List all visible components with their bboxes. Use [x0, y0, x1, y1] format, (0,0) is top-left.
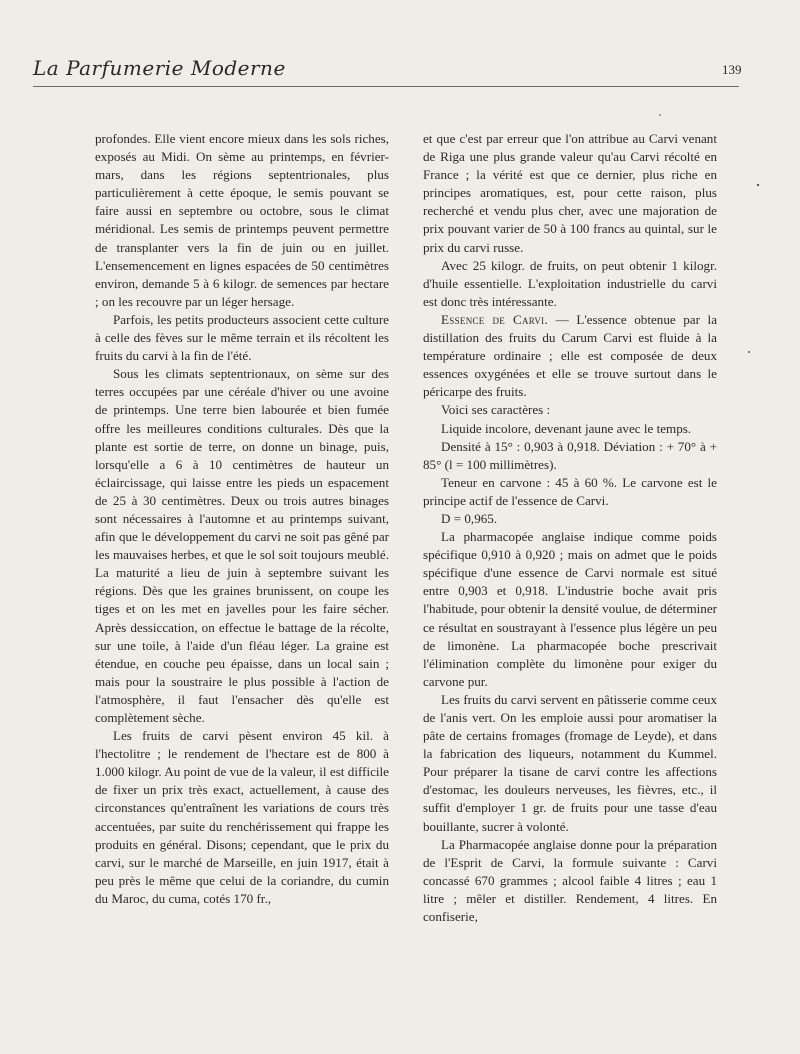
section-heading: Essence de Carvi.: [441, 311, 549, 327]
speck: [757, 184, 759, 186]
page-number: 139: [722, 62, 742, 77]
paragraph: Sous les climats septentrionaux, on sème sur des terres occupées par une céréale d'hiver ou une avoine de printemps. Une terre bien labourée et bien fumée offre les meilleures conditions culturales. Dès que la plante est sortie de terre, on donne un binage, puis, lorsqu'elle a 6 à 10 centimètres de hauteur un éclaircissage, qui laisse entre les pieds un espacement de 25 à 30 centimètres. Deux ou trois autres binages sont nécessaires à l'automne et au printemps suivant, afin que le développement du carvi ne soit pas gêné par les mauvaises herbes, et que le sol soit toujours meublé. La maturité a lieu de juin à septembre suivant les régions. Dès que les graines brunissent, on coupe les tiges et on les met en javelles pour les faire sécher. Après dessiccation, on effectue le battage de la récolte, sur une toile, à l'aide d'un fléau léger. La graine est étendue, en couche peu épaisse, dans un local sain ; mais pour la soustraire le plus possible à l'action de l'atmosphère, il faut l'ensacher dès qu'elle est complètement sèche.: [95, 366, 389, 725]
paragraph: Parfois, les petits producteurs associent cette culture à celle des fèves sur le même terrain et ils récoltent les fruits du carvi à la fin de l'été.: [95, 311, 389, 364]
paragraph: Les fruits de carvi pèsent environ 45 kil. à l'hectolitre ; le rendement de l'hectare est de 800 à 1.000 kilogr. Au point de vue de la valeur, il est difficile de fixer un prix très exact, actuellement, à cause des circonstances qu'entraînent les variations de cours très accentuées, par suite du renchérissement qui frappe les produits en général. Disons; cependant, que le prix du carvi, sur le marché de Marseille, en juin 1917, était à peu près le même que celui de la coriandre, du cumin du Maroc, du cuma, cotés 170 fr.,: [95, 728, 389, 906]
paragraph: Densité à 15° : 0,903 à 0,918. Déviation : + 70° à + 85° (l = 100 millimètres).: [423, 438, 717, 472]
paragraph: Les fruits du carvi servent en pâtisserie comme ceux de l'anis vert. On les emploie aussi pour aromatiser la pâte de certains fromages (fromage de Leyde), et dans la fabrication des liqueurs, notamment du Kummel. Pour préparer la tisane de carvi contre les affections d'estomac, les douleurs nerveuses, les fièvres, etc., il suffit d'employer 1 gr. de fruits pour une tasse d'eau bouillante, sucrer à volonté.: [423, 691, 717, 834]
paragraph: La pharmacopée anglaise indique comme poids spécifique 0,910 à 0,920 ; mais on admet que le poids spécifique d'une essence de Carvi normale est situé entre 0,903 et 0,918. L'industrie boche avait pris l'habitude, pour obtenir la densité voulue, de déterminer ce résultat en soustrayant à l'essence plus légère un peu de limonène. La pharmacopée boche prescrivait l'élimination complète du limonène pour exiger du carvone pur.: [423, 529, 717, 689]
paragraph: D = 0,965.: [441, 510, 498, 526]
paragraph: et que c'est par erreur que l'on attribue au Carvi venant de Riga une plus grande valeur qu'au Carvi récolté en France ; la vérité est que ce dernier, plus riche en principes aromatiques, est, pour cette raison, plus recherché et vendu plus cher, avec une majoration de prix pouvant varier de 50 à 100 francs au quintal, sur le prix du carvi russe.: [423, 131, 717, 255]
paragraph: profondes. Elle vient encore mieux dans les sols riches, exposés au Midi. On sème au printemps, en février-mars, dans les régions septentrionales, plus particulièrement à cette époque, le semis pouvant se faire aussi en septembre ou octobre, sous le climat méridional. Les semis de printemps peuvent permettre de transplanter vers la fin de juin ou en juillet. L'ensemencement en lignes espacées de 50 centimètres environ, demande 5 à 6 kilogr. de semences par hectare ; on les recouvre par un léger hersage.: [95, 131, 389, 309]
paragraph: Teneur en carvone : 45 à 60 %. Le carvone est le principe actif de l'essence de Carvi.: [423, 474, 717, 508]
paragraph: Avec 25 kilogr. de fruits, on peut obtenir 1 kilogr. d'huile essentielle. L'exploitation industrielle du carvi est donc très intéressante.: [423, 257, 717, 309]
journal-title: La Parfumerie Moderne: [33, 56, 286, 80]
paragraph: Voici ses caractères :: [441, 402, 551, 418]
paragraph-text: — L'essence obtenue par la distillation des fruits du Carum Carvi est fluide à la température ordinaire ; elle est composée de deux essences oxygénées et elle se trouve surtout dans le péricarpe des fruits.: [423, 311, 718, 400]
paragraph: La Pharmacopée anglaise donne pour la préparation de l'Esprit de Carvi, la formule suivante : Carvi concassé 670 grammes ; alcool faible 4 litres ; eau 1 litre ; mêler et distiller. Rendement, 4 litres. En confiserie,: [423, 836, 717, 925]
speck: [748, 351, 750, 353]
speck: [659, 114, 661, 116]
paragraph: Liquide incolore, devenant jaune avec le temps.: [441, 420, 692, 436]
